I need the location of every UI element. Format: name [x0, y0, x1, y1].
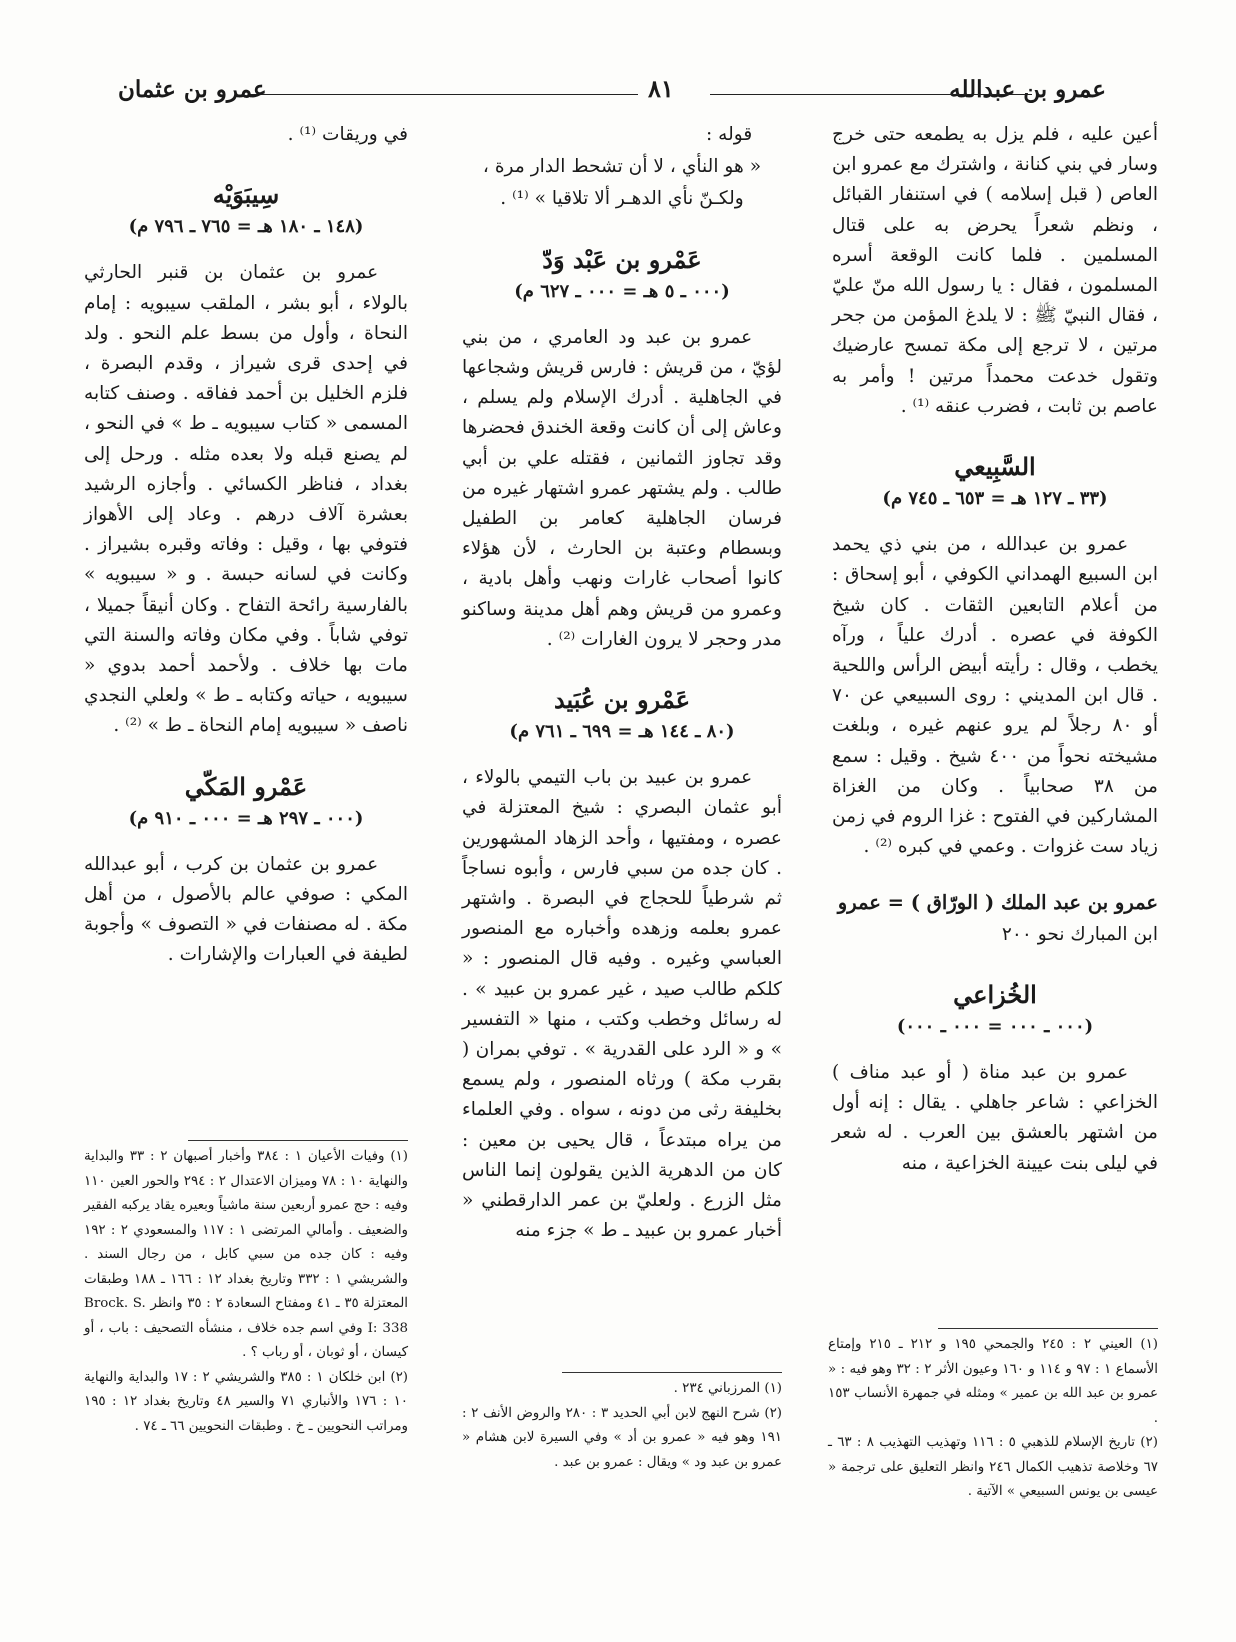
entry-title: سِيبَوَيْه: [212, 180, 280, 210]
entry-dates: (٠٠٠ ـ ٥ هـ = ٠٠٠ ـ ٦٢٧ م): [514, 280, 730, 302]
footnote-latin-reference: Brock. S. I: 338: [84, 1296, 408, 1336]
continued-paragraph: أعين عليه ، فلم يزل به يطمعه حتى خرج وسار في بني كنانة ، واشترك مع عمرو ابن العاص ( قبل إسلامه ) في استنفار القبائل ، ونظم شعراً يحرض به على قتال المسلمين . فلما كانت الوقعة أسره المسلمون ، فقال : يا رسول الله منّ عليّ ، فقال النبيّ ﷺ : لا يلدغ المؤمن من جحر مرتين ، لا ترجع إلى مكة تمسح عارضيك وتقول خدعت محمداً مرتين ! وأمر به عاصم بن ثابت ، فضرب عنقه ⁽¹⁾ .: [832, 124, 1158, 417]
footnote-text: وفي اسم جده خلاف ، منشأه التصحيف : باب ، أو كيسان ، أو ثوبان ، أو رباب ؟ .: [84, 1320, 408, 1360]
entry-dates: (٨٠ ـ ١٤٤ هـ = ٦٩٩ ـ ٧٦١ م): [509, 721, 735, 743]
entry-dates: (٠٠٠ ـ ٠٠٠ = ٠٠٠ ـ ٠٠٠): [896, 1015, 1094, 1037]
footnote: (٢) شرح النهج لابن أبي الحديد ٣ : ٢٨٠ والروض الأنف ٢ : ١٩١ وهو فيه « عمرو بن أد » وفي السيرة لابن هشام « عمرو بن عبد ود » ويقال : عمرو بن عبد .: [462, 1405, 782, 1470]
footnote: (٢) تاريخ الإسلام للذهبي ٥ : ١١٦ وتهذيب التهذيب ٨ : ٦٣ ـ ٦٧ وخلاصة تذهيب الكمال ٢٤٦ وانظر التعليق على ترجمة « عيسى بن يونس السبيعي » الآتية .: [828, 1435, 1158, 1499]
column-right: [832, 120, 1158, 1179]
cross-reference: [832, 888, 1158, 949]
cross-reference-target: ابن المبارك نحو ٢٠٠: [1001, 923, 1158, 945]
cross-reference-name: عمرو بن عبد الملك ( الورّاق ) = عمرو: [837, 891, 1158, 915]
header-rule-right: [710, 94, 1032, 95]
header-right-title: عمرو بن عبدالله: [949, 76, 1106, 103]
continued-paragraph: في وريقات ⁽¹⁾ .: [287, 124, 408, 145]
page-number: ٨١: [648, 74, 674, 103]
footnote: (١) المرزباني ٢٣٤ .: [673, 1381, 782, 1396]
footnotes-right: [828, 1328, 1158, 1505]
entry-body: عمرو بن عثمان بن كرب ، أبو عبدالله المكي : صوفي عالم بالأصول ، من أهل مكة . له مصنفات في « التصوف » وأجوبة لطيفة في العبارات والإشارات .: [84, 853, 408, 966]
column-middle: [462, 120, 782, 1247]
entry-title: عَمْرو بن عُبَيد: [553, 685, 691, 715]
verse-line: « هو النأي ، لا أن تشحط الدار مرة ،: [482, 156, 762, 178]
footnote: (٢) ابن خلكان ١ : ٣٨٥ والشريشي ٢ : ١٧ والبداية والنهاية ١٠ : ١٧٦ والأنباري ٧١ والسير ٤٨ وتاريخ بغداد ١٢ : ١٩٥ ومراتب النحويين ـ خ . وطبقات النحويين ٦٦ ـ ٧٤ .: [84, 1369, 409, 1434]
header-left-title: عمرو بن عثمان: [118, 76, 267, 103]
entry-title: الخُزاعي: [953, 979, 1037, 1009]
verse-line: ولكـنّ نأي الدهـر ألا تلاقيا » ⁽¹⁾ .: [500, 188, 744, 210]
entry-title: السَّبِيعي: [954, 452, 1036, 482]
entry-body: عمرو بن عبد مناة ( أو عبد مناف ) الخزاعي : شاعر جاهلي . يقال : إنه أول من اشتهر بالعشق بين العرب . له شعر في ليلى بنت عيينة الخزاعية ، منه: [832, 1062, 1158, 1174]
footnote: (١) العيني ٢ : ٢٤٥ والجمحي ١٩٥ و ٢١٢ ـ ٢١٥ وإمتاع الأسماع ١ : ٩٧ و ١١٤ و ١٦٠ وعيون الأثر ٢ : ٣٢ وهو فيه : « عمرو بن عبد الله بن عمير » ومثله في جمهرة الأنساب ١٥٣ .: [828, 1337, 1158, 1426]
verse-intro: قوله :: [705, 124, 753, 145]
column-left: [84, 120, 408, 971]
entry-body: عمرو بن عبيد بن باب التيمي بالولاء ، أبو عثمان البصري : شيخ المعتزلة في عصره ، ومفتيها ، وأحد الزهاد المشهورين . كان جده من سبي فارس ، وأبوه نساجاً ثم شرطياً للحجاج في البصرة . واشتهر عمرو بعلمه وزهده وأخباره مع المنصور العباسي وغيره . وفيه قال المنصور : « كلكم طالب صيد ، غير عمرو بن عبيد » . له رسائل وخطب وكتب ، منها « التفسير » و « الرد على القدرية » . توفي بمران ( بقرب مكة ) ورثاه المنصور ، ولم يسمع بخليفة رثى من دونه ، سواه . وفي العلماء من يراه مبتدعاً ، قال يحيى بن معين : كان من الدهرية الذين يقولون إنما الناس مثل الزرع . ولعليّ بن عمر الدارقطني « أخبار عمرو بن عبيد ـ ط » جزء منه: [462, 767, 782, 1242]
entry-body: عمرو بن عثمان بن قنبر الحارثي بالولاء ، أبو بشر ، الملقب سيبويه : إمام النحاة ، وأول من بسط علم النحو . ولد في إحدى قرى شيراز ، وقدم البصرة ، فلزم الخليل بن أحمد ففاقه . وصنف كتابه المسمى « كتاب سيبويه ـ ط » في النحو ، لم يصنع قبله ولا بعده مثله . ورحل إلى بغداد ، فناظر الكسائي . وأجازه الرشيد بعشرة آلاف درهم . وعاد إلى الأهواز فتوفي بها ، وقيل : وفاته وقبره بشيراز . وكانت في لسانه حبسة . و « سيبويه » بالفارسية رائحة التفاح . وكان أنيقاً جميلا ، توفي شاباً . وفي مكان وفاته والسنة التي مات بها خلاف . ولأحمد أحمد بدوي « سيبويه ، حياته وكتابه ـ ط » ولعلي النجدي ناصف « سيبويه إمام النحاة ـ ط » ⁽²⁾ .: [84, 262, 408, 737]
running-header: [60, 72, 1176, 116]
entry-dates: (٠٠٠ ـ ٢٩٧ هـ = ٠٠٠ ـ ٩١٠ م): [128, 807, 364, 829]
footnotes-left: [84, 1140, 408, 1439]
entry-body: عمرو بن عبدالله ، من بني ذي يحمد ابن السبيع الهمداني الكوفي ، أبو إسحاق : من أعلام التابعين الثقات . كان شيخ الكوفة في عصره . أدرك علياً ، ورآه يخطب ، وقال : رأيته أبيض الرأس واللحية . قال ابن المديني : روى السبيعي عن ٧٠ أو ٨٠ رجلاً لم يرو عنهم غيره ، وبلغت مشيخته نحواً من ٤٠٠ شيخ . وقيل : سمع من ٣٨ صحابياً . وكان من الغزاة المشاركين في الفتوح : غزا الروم في زمن زياد ست غزوات . وعمي في كبره ⁽²⁾ .: [832, 534, 1158, 858]
footnotes-middle: [462, 1372, 782, 1475]
footnote-text: (١) وفيات الأعيان ١ : ٣٨٤ وأخبار أصبهان ٢ : ٣٣ والبداية والنهاية ١٠ : ٧٨ وميزان الاعتدال ٢ : ٢٩٤ والحور العين ١١٠ وفيه : حج عمرو أربعين سنة ماشياً وبعيره يقاد يركبه الفقير والضعيف . وأمالي المرتضى ١ : ١١٧ والمسعودي ٢ : ١٩٢ وفيه : كان جده من سبي كابل ، من رجال السند . والشريشي ١ : ٣٣٢ وتاريخ بغداد ١٢ : ١٦٦ ـ ١٨٨ وطبقات المعتزلة ٣٥ ـ ٤١ ومفتاح السعادة ٢ : ٣٥ وانظر: [84, 1149, 409, 1311]
entry-title: عَمْرو بن عَبْد وَدّ: [542, 244, 702, 274]
footnote: [84, 1145, 408, 1366]
entry-title: عَمْرو المَكّي: [184, 771, 308, 801]
entry-dates: (٣٣ ـ ١٢٧ هـ = ٦٥٣ ـ ٧٤٥ م): [882, 488, 1108, 510]
header-rule-left: [250, 94, 638, 95]
entry-dates: (١٤٨ ـ ١٨٠ هـ = ٧٦٥ ـ ٧٩٦ م): [128, 216, 364, 238]
entry-body: عمرو بن عبد ود العامري ، من بني لؤيّ ، من قريش : فارس قريش وشجاعها في الجاهلية . أدرك الإسلام ولم يسلم ، وعاش إلى أن كانت وقعة الخندق فحضرها وقد تجاوز الثمانين ، فقتله علي بن أبي طالب . ولم يشتهر عمرو اشتهار غيره من فرسان الجاهلية كعامر بن الطفيل وبسطام وعتبة بن الحارث ، لأن هؤلاء كانوا أصحاب غارات ونهب وأهل بادية ، وعمرو من قريش وهم أهل مدينة وساكنو مدر وحجر لا يرون الغارات ⁽²⁾ .: [462, 326, 782, 650]
